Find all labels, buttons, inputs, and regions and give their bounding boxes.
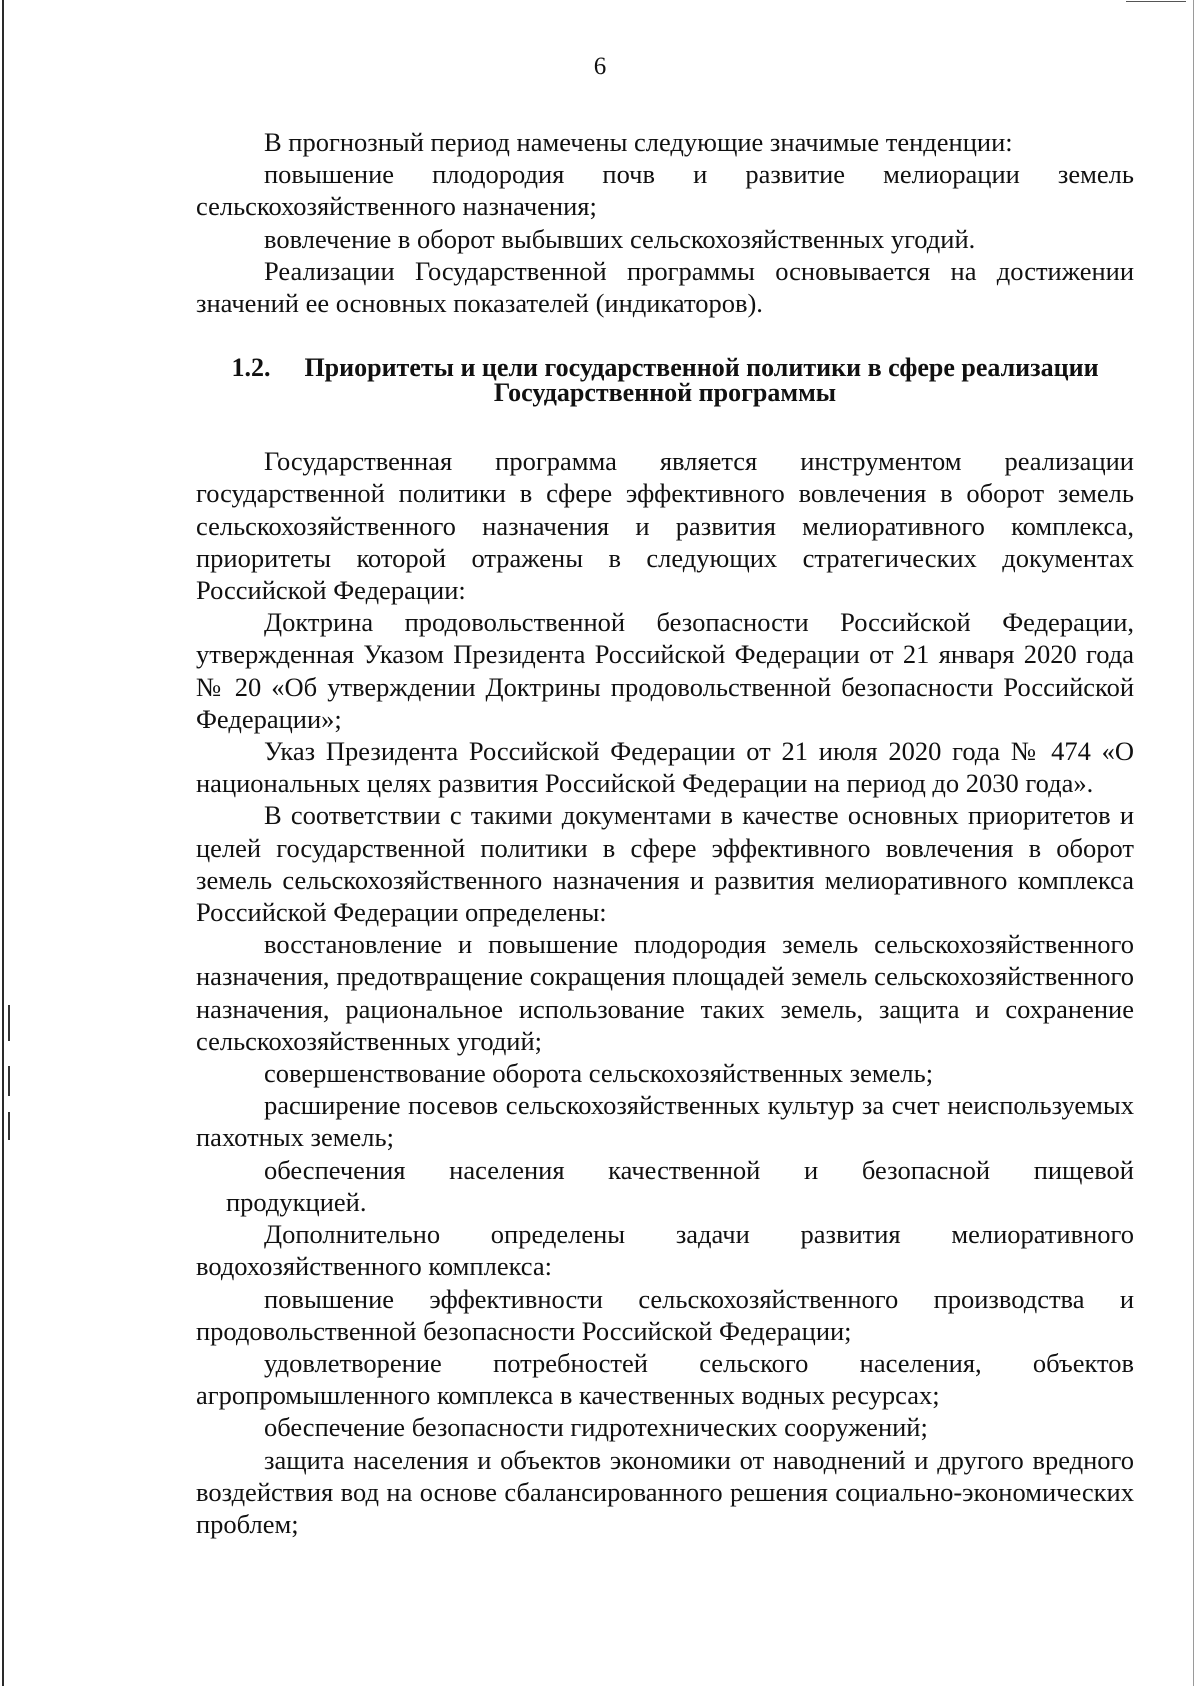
- paragraph-task-3: обеспечение безопасности гидротехнических сооружений;: [264, 1412, 928, 1443]
- paragraph-task-1: повышение эффективности сельскохозяйственного производства и продовольственной безопасности Российской Федерации;: [196, 1283, 1134, 1346]
- margin-mark: [8, 1066, 10, 1096]
- paragraph-priority-4-line2: продукцией.: [226, 1186, 367, 1217]
- paragraph-tasks-intro: Дополнительно определены задачи развития мелиоративного водохозяйственного комплекса:: [196, 1219, 1134, 1282]
- paragraph-priority-2: совершенствование оборота сельскохозяйственных земель;: [264, 1058, 934, 1089]
- paragraph-priority-1: восстановление и повышение плодородия земель сельскохозяйственного назначения, предотвращение сокращения площадей земель сельскохозяйственного назначения, рациональное использование таких земель, защита и сохранение сельскохозяйственных угодий;: [196, 929, 1134, 1056]
- scan-edge-top: [1126, 1, 1186, 2]
- paragraph-realization: Реализации Государственной программы основывается на достижении значений ее основных показателей (индикаторов).: [196, 255, 1134, 319]
- section-number: 1.2.: [231, 353, 271, 383]
- margin-mark: [8, 1005, 10, 1041]
- paragraph-task-2: удовлетворение потребностей сельского населения, объектов агропромышленного комплекса в качественных водных ресурсах;: [196, 1347, 1134, 1411]
- paragraph-intro: В прогнозный период намечены следующие значимые тенденции:: [264, 127, 1013, 157]
- paragraph-program-role: Государственная программа является инструментом реализации государственной политики в сфере эффективного вовлечения в оборот земель сельскохозяйственного назначения и развития мелиоративного комплекса, приоритеты которой отражены в следующих стратегических документах Российской Федерации:: [196, 446, 1134, 606]
- section-title: Приоритеты и цели государственной политики в сфере реализации Государственной программы: [304, 353, 1099, 408]
- paragraph-priority-4-line1: обеспечения населения качественной и безопасной пищевой: [264, 1154, 1134, 1185]
- scan-edge-right: [1193, 0, 1194, 1686]
- paragraph-decree: Указ Президента Российской Федерации от 21 июля 2020 года № 474 «О национальных целях развития Российской Федерации на период до 2030 года».: [196, 736, 1134, 799]
- paragraph-priorities-intro: В соответствии с такими документами в качестве основных приоритетов и целей государственной политики в сфере эффективного вовлечения в оборот земель сельскохозяйственного назначения и развития мелиоративного комплекса Российской Федерации определены:: [196, 800, 1134, 928]
- paragraph-trend-1: повышение плодородия почв и развитие мелиорации земель сельскохозяйственного назначения;: [196, 159, 1134, 222]
- paragraph-task-4: защита населения и объектов экономики от наводнений и другого вредного воздействия вод на основе сбалансированного решения социально-экономических проблем;: [196, 1444, 1134, 1539]
- paragraph-doctrine: Доктрина продовольственной безопасности Российской Федерации, утвержденная Указом Президента Российской Федерации от 21 января 2020 года № 20 «Об утверждении Доктрины продовольственной безопасности Российской Федерации»;: [196, 607, 1134, 734]
- paragraph-trend-2: вовлечение в оборот выбывших сельскохозяйственных угодий.: [264, 223, 976, 254]
- document-body: [196, 126, 1134, 1540]
- margin-mark: [8, 1112, 10, 1140]
- scan-edge-left: [2, 0, 4, 1686]
- paragraph-priority-3: расширение посевов сельскохозяйственных культур за счет неиспользуемых пахотных земель;: [196, 1090, 1134, 1153]
- page-number: 6: [593, 53, 607, 80]
- section-heading: [196, 353, 1134, 408]
